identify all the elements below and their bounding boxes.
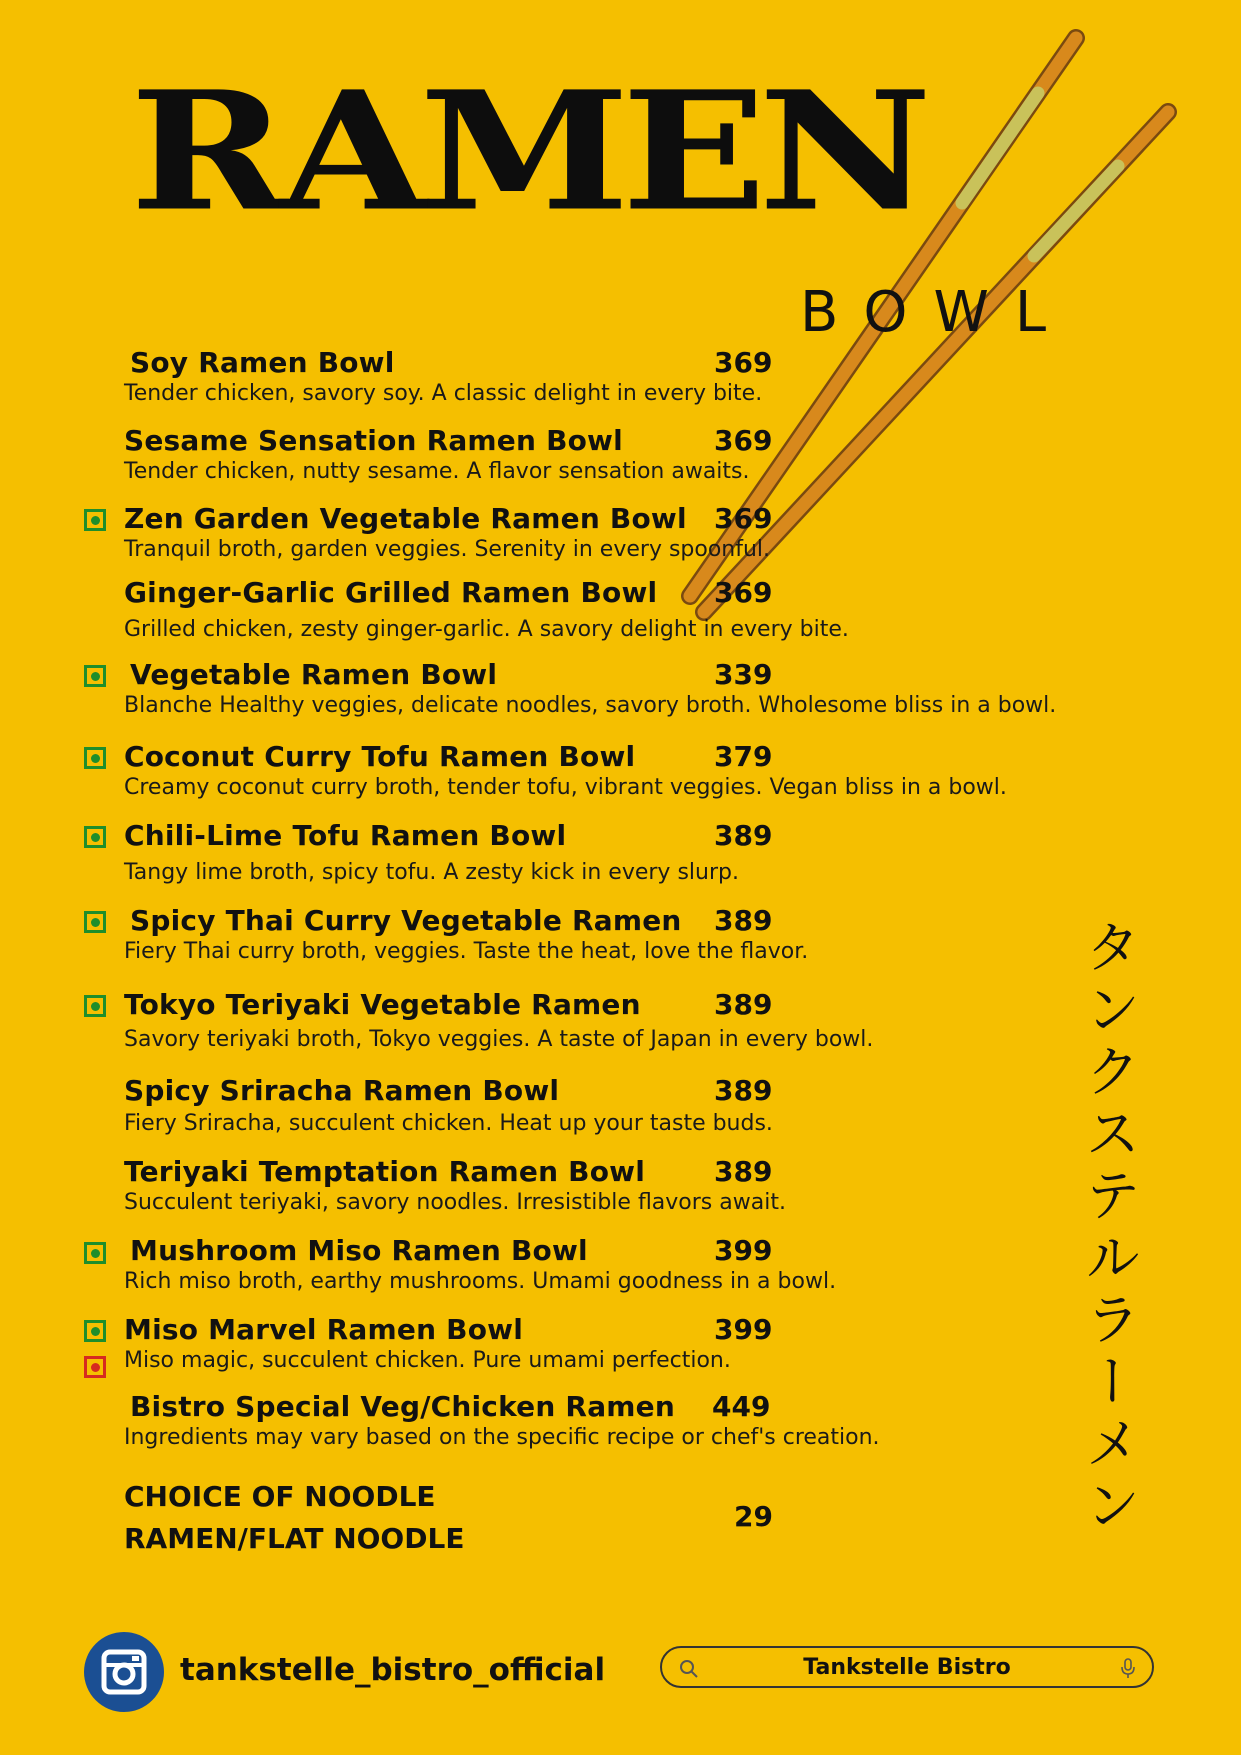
noodle-choice bbox=[124, 1476, 464, 1560]
instagram-icon[interactable] bbox=[84, 1632, 164, 1712]
item-name: Soy Ramen Bowl bbox=[130, 346, 395, 379]
item-price: 339 bbox=[714, 658, 773, 691]
item-name: Tokyo Teriyaki Vegetable Ramen bbox=[124, 988, 641, 1021]
item-description: Rich miso broth, earthy mushrooms. Umami goodness in a bowl. bbox=[124, 1269, 837, 1294]
veg-icon bbox=[84, 509, 106, 531]
nonveg-icon bbox=[84, 1356, 106, 1378]
menu-item bbox=[124, 988, 1124, 1052]
menu-title: RAMEN bbox=[130, 55, 925, 248]
item-description: Ingredients may vary based on the specific recipe or chef's creation. bbox=[124, 1425, 880, 1450]
item-description: Creamy coconut curry broth, tender tofu, vibrant veggies. Vegan bliss in a bowl. bbox=[124, 775, 1007, 800]
veg-icon bbox=[84, 1242, 106, 1264]
item-price: 449 bbox=[712, 1390, 771, 1423]
veg-icon bbox=[84, 995, 106, 1017]
menu-item bbox=[124, 424, 1124, 484]
noodle-choice-options: RAMEN/FLAT NOODLE bbox=[124, 1522, 465, 1555]
item-name: Teriyaki Temptation Ramen Bowl bbox=[124, 1155, 646, 1188]
item-name: Ginger-Garlic Grilled Ramen Bowl bbox=[124, 576, 658, 609]
item-description: Fiery Thai curry broth, veggies. Taste the heat, love the flavor. bbox=[124, 939, 809, 964]
item-description: Blanche Healthy veggies, delicate noodles, savory broth. Wholesome bliss in a bowl. bbox=[124, 693, 1057, 718]
item-name: Vegetable Ramen Bowl bbox=[130, 658, 498, 691]
item-price: 379 bbox=[714, 740, 773, 773]
veg-icon bbox=[84, 911, 106, 933]
menu-item bbox=[124, 904, 1124, 964]
item-description: Grilled chicken, zesty ginger-garlic. A savory delight in every bite. bbox=[124, 617, 849, 642]
menu-item bbox=[124, 658, 1124, 718]
menu-subtitle: BOWL bbox=[800, 280, 1073, 345]
item-description: Tender chicken, nutty sesame. A flavor sensation awaits. bbox=[124, 459, 750, 484]
menu-item bbox=[124, 1313, 1124, 1373]
menu-item bbox=[124, 502, 1124, 562]
item-name: Spicy Sriracha Ramen Bowl bbox=[124, 1074, 560, 1107]
item-description: Tranquil broth, garden veggies. Serenity in every spoonful. bbox=[124, 537, 771, 562]
veg-icon bbox=[84, 665, 106, 687]
item-name: Sesame Sensation Ramen Bowl bbox=[124, 424, 623, 457]
item-description: Miso magic, succulent chicken. Pure umami perfection. bbox=[124, 1348, 731, 1373]
item-description: Fiery Sriracha, succulent chicken. Heat up your taste buds. bbox=[124, 1111, 773, 1136]
search-text: Tankstelle Bistro bbox=[803, 1655, 1011, 1680]
item-price: 389 bbox=[714, 1074, 773, 1107]
item-name: Spicy Thai Curry Vegetable Ramen bbox=[130, 904, 682, 937]
item-price: 389 bbox=[714, 904, 773, 937]
menu-item bbox=[124, 1390, 1124, 1450]
item-name: Coconut Curry Tofu Ramen Bowl bbox=[124, 740, 636, 773]
item-name: Mushroom Miso Ramen Bowl bbox=[130, 1234, 588, 1267]
item-price: 389 bbox=[714, 819, 773, 852]
item-price: 389 bbox=[714, 1155, 773, 1188]
item-description: Savory teriyaki broth, Tokyo veggies. A taste of Japan in every bowl. bbox=[124, 1027, 874, 1052]
menu-item bbox=[124, 1155, 1124, 1215]
menu-item bbox=[124, 819, 1124, 885]
item-price: 399 bbox=[714, 1313, 773, 1346]
item-price: 369 bbox=[714, 424, 773, 457]
search-bar[interactable] bbox=[660, 1646, 1154, 1688]
item-description: Succulent teriyaki, savory noodles. Irresistible flavors await. bbox=[124, 1190, 786, 1215]
item-price: 369 bbox=[714, 502, 773, 535]
katakana-name: タンクステルラーメン bbox=[1076, 918, 1141, 1538]
veg-icon bbox=[84, 826, 106, 848]
veg-icon bbox=[84, 1320, 106, 1342]
item-price: 369 bbox=[714, 346, 773, 379]
item-name: Miso Marvel Ramen Bowl bbox=[124, 1313, 524, 1346]
item-name: Zen Garden Vegetable Ramen Bowl bbox=[124, 502, 687, 535]
item-price: 389 bbox=[714, 988, 773, 1021]
instagram-handle[interactable]: tankstelle_bistro_official bbox=[180, 1652, 606, 1688]
menu-item bbox=[124, 1074, 1124, 1136]
noodle-choice-title: CHOICE OF NOODLE bbox=[124, 1480, 436, 1513]
microphone-icon[interactable] bbox=[1120, 1657, 1136, 1681]
menu-item bbox=[124, 740, 1124, 800]
item-price: 399 bbox=[714, 1234, 773, 1267]
item-description: Tangy lime broth, spicy tofu. A zesty kick in every slurp. bbox=[124, 860, 739, 885]
item-description: Tender chicken, savory soy. A classic delight in every bite. bbox=[124, 381, 763, 406]
item-name: Bistro Special Veg/Chicken Ramen bbox=[130, 1390, 675, 1423]
menu-item bbox=[124, 346, 1124, 406]
menu-item bbox=[124, 1234, 1124, 1294]
item-price: 369 bbox=[714, 576, 773, 609]
menu-item bbox=[124, 576, 1124, 642]
veg-icon bbox=[84, 747, 106, 769]
item-name: Chili-Lime Tofu Ramen Bowl bbox=[124, 819, 567, 852]
noodle-choice-price: 29 bbox=[734, 1500, 773, 1533]
